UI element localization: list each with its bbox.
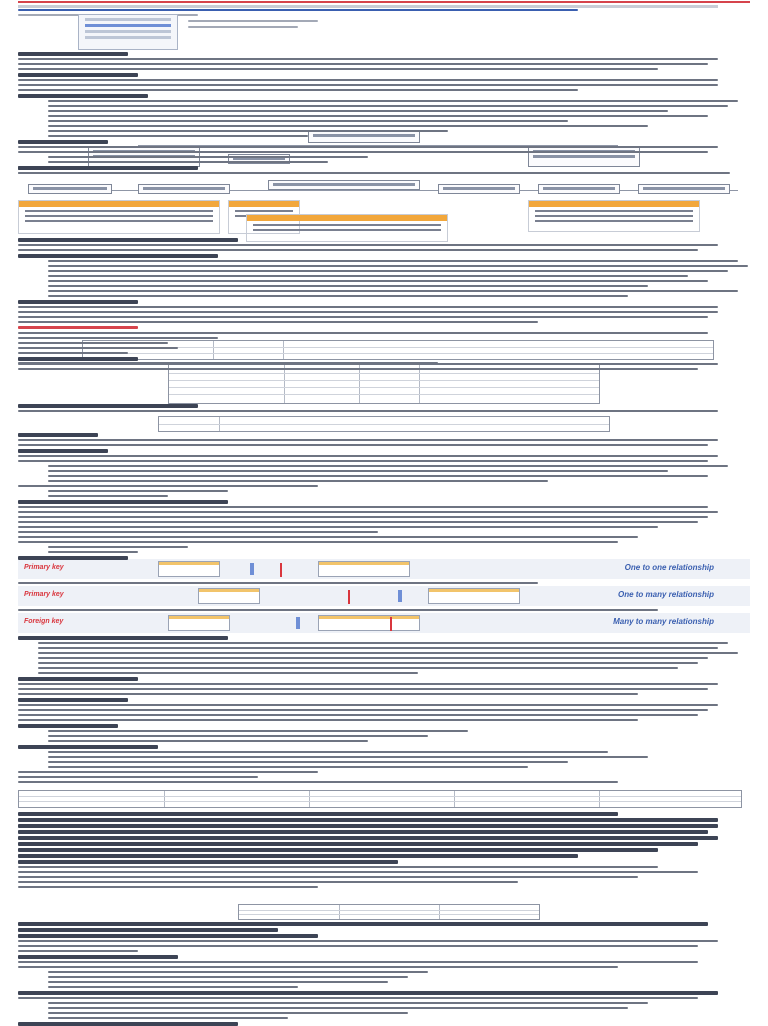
text-line (18, 771, 318, 773)
caption-line (188, 20, 318, 22)
text-line (48, 1002, 648, 1004)
text-line (38, 672, 418, 674)
relational-table (18, 200, 220, 234)
text-line (18, 58, 718, 60)
text-line (18, 945, 698, 947)
text-line (18, 997, 698, 999)
section-heading (18, 73, 138, 77)
text-line (18, 455, 718, 457)
text-line (18, 485, 318, 487)
constraint-table (158, 416, 610, 432)
text-line (18, 719, 638, 721)
text-line (48, 490, 228, 492)
text-line (48, 270, 728, 272)
text-line (48, 105, 728, 107)
network-node-box (538, 184, 620, 194)
text-line (18, 321, 538, 323)
text-line (48, 735, 428, 737)
text-line (18, 516, 708, 518)
text-line (18, 79, 718, 81)
text-line (48, 156, 368, 158)
relationship-title: One to many relationship (617, 590, 714, 599)
text-line (18, 460, 708, 462)
text-line (48, 275, 688, 277)
text-line (48, 756, 648, 758)
section-heading (18, 500, 228, 504)
section-heading (18, 836, 718, 840)
diagram-root-box (308, 131, 420, 143)
text-line (18, 688, 708, 690)
text-line (18, 244, 718, 246)
text-line (38, 662, 698, 664)
section-heading (18, 140, 108, 144)
text-line (48, 495, 168, 497)
relationship-key-label: Primary key (24, 591, 64, 598)
text-line (18, 866, 658, 868)
text-line (18, 342, 168, 344)
section-heading (18, 357, 138, 361)
text-line (18, 326, 138, 329)
relationship-key-label: Primary key (24, 564, 64, 571)
section-heading (18, 300, 138, 304)
section-heading (18, 928, 278, 932)
section-heading (18, 824, 718, 828)
section-heading (18, 433, 98, 437)
text-line (48, 1012, 408, 1014)
section-heading (18, 842, 698, 846)
text-line (18, 709, 708, 711)
text-line (18, 693, 638, 695)
text-line (48, 971, 428, 973)
result-table (238, 904, 540, 920)
text-line (18, 368, 698, 370)
intro-line (18, 9, 578, 11)
text-line (48, 551, 138, 553)
text-line (18, 311, 718, 313)
text-line (48, 475, 708, 477)
text-line (18, 506, 708, 508)
text-line (48, 751, 608, 753)
text-line (18, 536, 638, 538)
text-line (18, 146, 718, 148)
text-line (48, 285, 648, 287)
comparison-table (82, 340, 714, 360)
relationship-title: One to one relationship (624, 563, 714, 572)
text-line (38, 657, 708, 659)
text-line (18, 714, 698, 716)
text-line (18, 881, 518, 883)
section-heading (18, 922, 708, 926)
network-root-box (268, 180, 420, 190)
document-page (18, 0, 750, 1024)
screenshot-thumbnail (78, 14, 178, 50)
network-node-box (28, 184, 112, 194)
section-heading (18, 854, 578, 858)
text-line (18, 582, 538, 584)
section-heading (18, 449, 108, 453)
text-line (48, 766, 528, 768)
section-heading (18, 812, 618, 816)
text-line (18, 966, 618, 968)
text-line (18, 439, 718, 441)
text-line (18, 781, 618, 783)
text-line (48, 290, 738, 292)
text-line (18, 876, 638, 878)
section-heading (18, 830, 708, 834)
section-heading (18, 818, 718, 822)
text-line (48, 100, 738, 102)
text-line (18, 521, 698, 523)
datatype-table (168, 364, 600, 404)
relationship-key-label: Foreign key (24, 618, 64, 625)
relationship-diagram (18, 586, 750, 606)
text-line (48, 480, 548, 482)
text-line (48, 740, 368, 742)
relational-table (246, 214, 448, 242)
section-heading (18, 52, 128, 56)
text-line (48, 265, 748, 267)
section-heading (18, 745, 158, 749)
text-line (48, 280, 708, 282)
text-line (18, 961, 698, 963)
text-line (18, 704, 718, 706)
text-line (18, 249, 698, 251)
text-line (38, 667, 678, 669)
text-line (18, 511, 718, 513)
section-heading (18, 254, 218, 258)
text-line (18, 347, 178, 349)
section-heading (18, 636, 228, 640)
relationship-title: Many to many relationship (613, 617, 714, 626)
text-line (18, 172, 658, 174)
text-line (48, 986, 298, 988)
text-line (18, 683, 718, 685)
text-line (48, 295, 628, 297)
text-line (48, 761, 568, 763)
text-line (48, 125, 648, 127)
network-node-box (438, 184, 520, 194)
sample-data-table (18, 790, 742, 808)
section-heading (18, 724, 118, 728)
section-heading (18, 677, 138, 681)
section-heading (18, 556, 128, 560)
network-node-box (638, 184, 730, 194)
text-line (48, 110, 668, 112)
section-heading (18, 991, 718, 995)
section-heading (18, 698, 128, 702)
section-heading (18, 166, 198, 170)
network-node-box (138, 184, 230, 194)
text-line (48, 976, 408, 978)
text-line (18, 531, 378, 533)
text-line (18, 410, 718, 412)
text-line (18, 63, 708, 65)
text-line (18, 151, 708, 153)
diagram-node-box (528, 147, 640, 167)
relationship-diagram (18, 613, 750, 633)
text-line (18, 337, 218, 339)
text-line (48, 465, 728, 467)
text-line (18, 444, 708, 446)
text-line (48, 470, 668, 472)
text-line (48, 115, 708, 117)
text-line (48, 1017, 288, 1019)
text-line (18, 316, 708, 318)
text-line (18, 306, 718, 308)
section-heading (18, 934, 318, 938)
text-line (48, 120, 568, 122)
text-line (18, 332, 708, 334)
text-line (48, 161, 328, 163)
relationship-diagram (18, 559, 750, 579)
text-line (48, 1007, 628, 1009)
section-heading (18, 404, 198, 408)
text-line (18, 541, 618, 543)
caption-line (188, 26, 298, 28)
text-line (18, 776, 258, 778)
section-heading (18, 860, 398, 864)
text-line (48, 981, 388, 983)
text-line (18, 526, 658, 528)
text-line (18, 886, 318, 888)
text-line (18, 363, 718, 365)
text-line (18, 609, 658, 611)
text-line (18, 84, 718, 86)
section-heading (18, 238, 238, 242)
section-heading (18, 955, 178, 959)
text-line (38, 647, 718, 649)
text-line (48, 730, 468, 732)
section-heading (18, 848, 658, 852)
text-line (38, 652, 738, 654)
text-line (18, 352, 128, 354)
section-heading (18, 1022, 238, 1026)
text-line (48, 546, 188, 548)
text-line (18, 940, 718, 942)
text-line (48, 130, 448, 132)
section-heading (18, 94, 148, 98)
text-line (18, 950, 138, 952)
text-line (38, 642, 728, 644)
text-line (18, 68, 658, 70)
relational-table (528, 200, 700, 232)
text-line (48, 260, 738, 262)
text-line (18, 871, 698, 873)
text-line (48, 135, 308, 137)
text-line (18, 89, 578, 91)
